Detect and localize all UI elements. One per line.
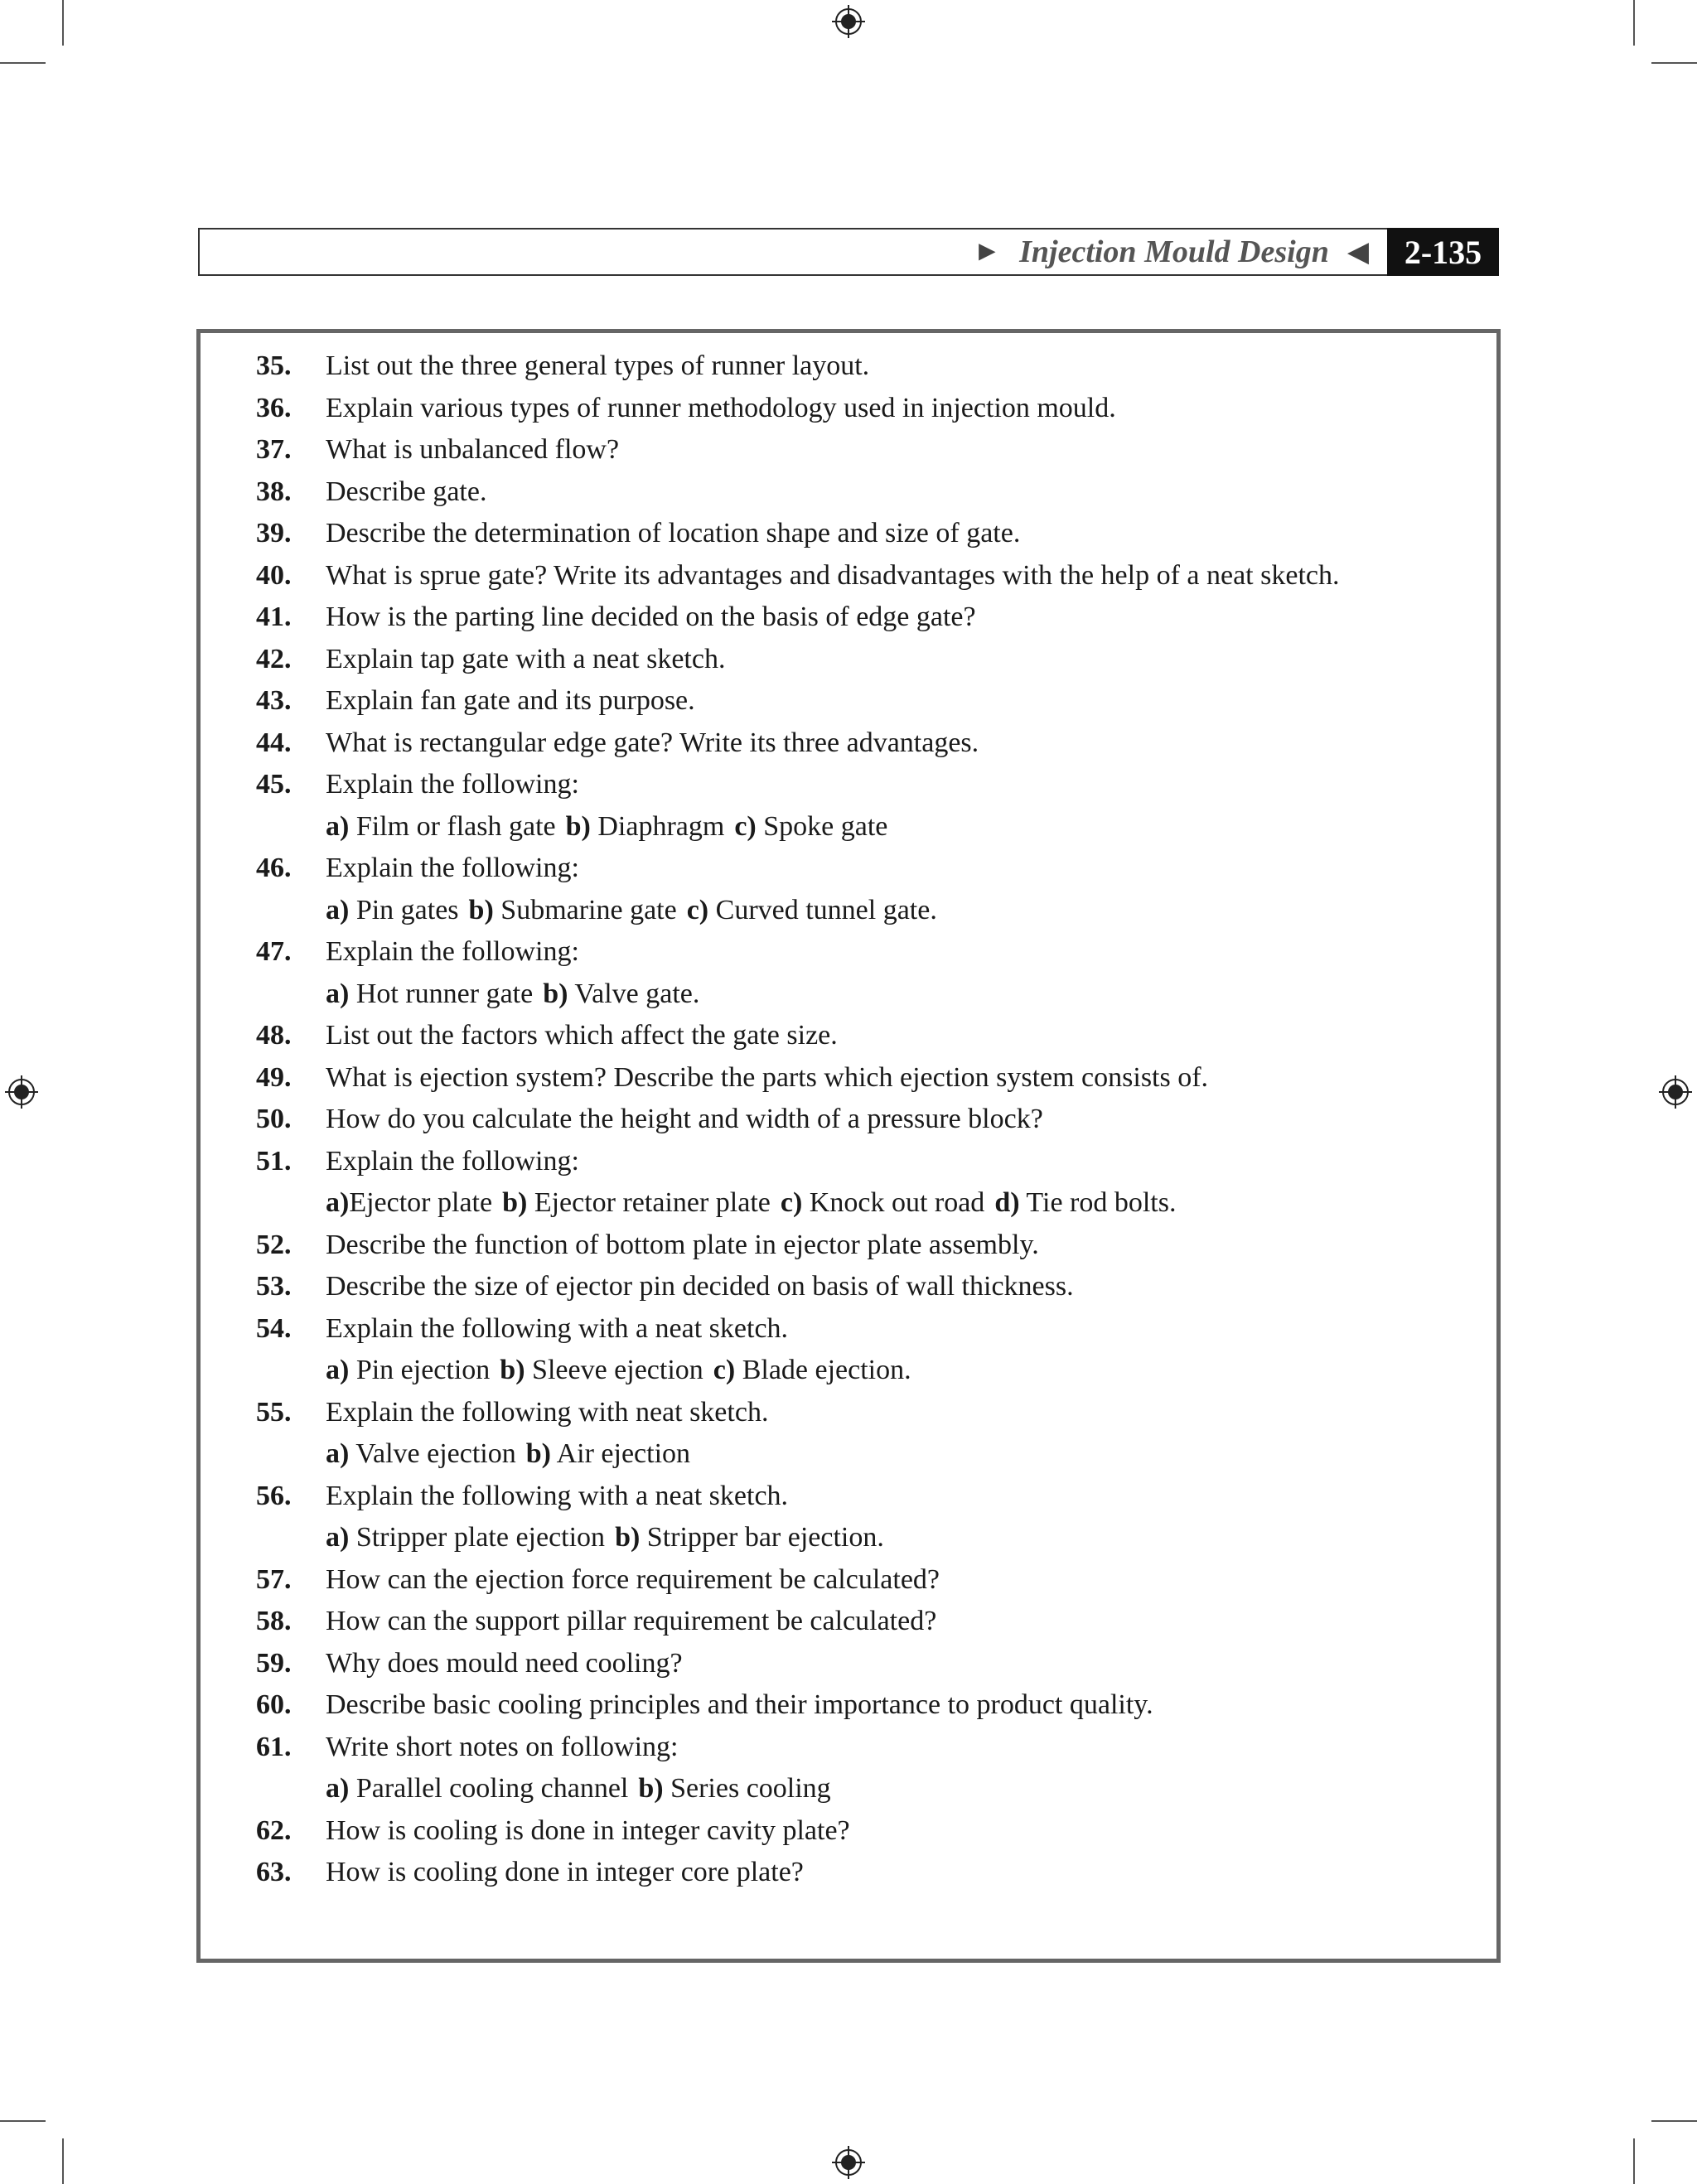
sub-question-label: a): [326, 1355, 350, 1385]
question-text: Explain tap gate with a neat sketch.: [326, 643, 726, 674]
sub-question-label: b): [525, 1438, 551, 1469]
question-number: 58.: [256, 1606, 292, 1636]
sub-question-label: c): [686, 894, 709, 925]
question-item: [256, 1647, 1448, 1680]
sub-question-line: [256, 810, 1448, 843]
question-text: Why does mould need cooling?: [326, 1647, 683, 1679]
question-item: [256, 559, 1448, 592]
sub-question-text: Blade ejection.: [735, 1355, 911, 1385]
question-number: 41.: [256, 602, 292, 632]
question-item: [256, 852, 1448, 885]
sub-question-label: c): [734, 810, 757, 842]
question-number: 42.: [256, 643, 292, 674]
crop-mark: [62, 0, 64, 46]
header-title-group: [973, 230, 1369, 274]
question-number: 43.: [256, 685, 292, 716]
right-triangle-icon: ►: [973, 236, 1002, 267]
question-text: Explain the following:: [326, 1145, 579, 1177]
question-text: Explain fan gate and its purpose.: [326, 685, 695, 716]
sub-question-label: a): [326, 1438, 350, 1469]
question-text: Explain the following with neat sketch.: [326, 1396, 769, 1428]
crop-mark: [1651, 2120, 1697, 2122]
sub-question-text: Spoke gate: [756, 810, 888, 842]
question-text: How can the ejection force requirement be calculated?: [326, 1563, 940, 1595]
crop-mark: [1633, 2138, 1635, 2184]
question-text: How is cooling is done in integer cavity plate?: [326, 1814, 850, 1846]
sub-question-line: [256, 978, 1448, 1011]
crop-mark: [0, 62, 46, 64]
question-number: 54.: [256, 1312, 292, 1344]
question-text: Explain the following with a neat sketch.: [326, 1480, 789, 1511]
question-number: 51.: [256, 1145, 292, 1177]
question-number: 46.: [256, 853, 292, 883]
question-number: 63.: [256, 1857, 292, 1887]
question-item: [256, 1563, 1448, 1597]
sub-question-text: Knock out road: [802, 1187, 985, 1218]
sub-question-label: a): [326, 810, 350, 842]
question-text: Write short notes on following:: [326, 1731, 679, 1762]
sub-question-text: Air ejection: [550, 1438, 691, 1469]
question-text: Describe gate.: [326, 476, 487, 507]
question-item: [256, 1312, 1448, 1346]
question-item: [256, 517, 1448, 550]
question-text: Explain various types of runner methodology used in injection mould.: [326, 392, 1116, 423]
sub-question-line: [256, 1354, 1448, 1387]
question-item: [256, 1396, 1448, 1429]
sub-question-label: b): [468, 894, 494, 925]
question-number: 37.: [256, 434, 292, 465]
sub-question-label: b): [500, 1355, 525, 1385]
question-number: 52.: [256, 1229, 292, 1260]
registration-mark-icon: [832, 2146, 865, 2179]
question-item: [256, 643, 1448, 676]
sub-question-text: Sleeve ejection: [525, 1355, 703, 1385]
sub-question-text: Hot runner gate: [349, 978, 534, 1009]
question-item: [256, 768, 1448, 801]
question-item: [256, 476, 1448, 509]
sub-question-text: Ejector retainer plate: [527, 1187, 771, 1218]
sub-question-text: Pin ejection: [349, 1355, 491, 1385]
question-number: 60.: [256, 1689, 292, 1720]
registration-mark-icon: [1659, 1075, 1692, 1109]
sub-question-text: Stripper bar ejection.: [640, 1522, 884, 1553]
sub-question-label: a): [326, 1187, 350, 1218]
page-number: 2-135: [1387, 228, 1499, 276]
question-text: Describe basic cooling principles and their importance to product quality.: [326, 1689, 1153, 1720]
question-item: [256, 1689, 1448, 1722]
question-item: [256, 1145, 1448, 1178]
sub-question-line: [256, 894, 1448, 927]
sub-question-text: Diaphragm: [590, 810, 725, 842]
question-item: [256, 601, 1448, 634]
sub-question-label: a): [326, 894, 350, 925]
crop-mark: [1651, 62, 1697, 64]
question-item: [256, 684, 1448, 718]
question-item: [256, 1731, 1448, 1764]
question-item: [256, 1019, 1448, 1052]
question-number: 56.: [256, 1480, 292, 1511]
crop-mark: [1633, 0, 1635, 46]
question-item: [256, 1103, 1448, 1136]
sub-question-label: c): [713, 1355, 736, 1385]
sub-question-label: b): [543, 978, 568, 1009]
question-item: [256, 1605, 1448, 1638]
question-text: Describe the determination of location shape and size of gate.: [326, 518, 1021, 548]
question-number: 59.: [256, 1647, 292, 1679]
sub-question-text: Series cooling: [663, 1773, 831, 1804]
sub-question-text: Valve gate.: [568, 978, 700, 1009]
question-number: 39.: [256, 518, 292, 548]
question-number: 45.: [256, 769, 292, 800]
question-text: How is the parting line decided on the basis of edge gate?: [326, 602, 976, 632]
sub-question-label: b): [565, 810, 591, 842]
question-text: Explain the following with a neat sketch.: [326, 1312, 789, 1344]
question-text: What is sprue gate? Write its advantages and disadvantages with the help of a neat sketch.: [326, 559, 1340, 591]
question-text: Explain the following:: [326, 936, 579, 967]
question-box: [196, 329, 1501, 1963]
sub-question-label: a): [326, 1522, 350, 1553]
sub-question-text: Curved tunnel gate.: [708, 894, 937, 925]
registration-mark-icon: [832, 5, 865, 38]
sub-question-label: a): [326, 1773, 350, 1804]
question-item: [256, 433, 1448, 466]
question-number: 55.: [256, 1396, 292, 1428]
question-item: [256, 1229, 1448, 1262]
sub-question-line: [256, 1772, 1448, 1805]
sub-question-label: a): [326, 978, 350, 1009]
question-text: Explain the following:: [326, 853, 579, 883]
question-number: 35.: [256, 350, 292, 381]
question-item: [256, 1814, 1448, 1848]
question-text: Describe the function of bottom plate in ejector plate assembly.: [326, 1229, 1039, 1260]
sub-question-label: b): [615, 1522, 641, 1553]
sub-question-line: [256, 1437, 1448, 1471]
running-header: [198, 228, 1499, 276]
question-number: 57.: [256, 1563, 292, 1595]
sub-question-text: Tie rod bolts.: [1019, 1187, 1177, 1218]
question-text: What is unbalanced flow?: [326, 434, 620, 465]
question-item: [256, 1061, 1448, 1094]
question-item: [256, 392, 1448, 425]
left-triangle-icon: ◀: [1346, 237, 1369, 268]
question-item: [256, 935, 1448, 969]
question-number: 44.: [256, 727, 292, 758]
sub-question-text: Film or flash gate: [349, 810, 556, 842]
question-number: 47.: [256, 936, 292, 967]
question-text: What is rectangular edge gate? Write its three advantages.: [326, 727, 979, 758]
question-list: [256, 350, 1448, 1898]
question-text: How can the support pillar requirement be calculated?: [326, 1606, 937, 1636]
question-text: Explain the following:: [326, 769, 579, 800]
registration-mark-icon: [5, 1075, 38, 1109]
question-number: 36.: [256, 392, 292, 423]
sub-question-label: b): [638, 1773, 664, 1804]
question-number: 61.: [256, 1731, 292, 1762]
sub-question-label: b): [502, 1187, 528, 1218]
question-item: [256, 1270, 1448, 1303]
sub-question-line: [256, 1521, 1448, 1554]
question-number: 62.: [256, 1814, 292, 1846]
sub-question-text: Valve ejection: [349, 1438, 516, 1469]
question-text: List out the three general types of runner layout.: [326, 350, 870, 381]
sub-question-label: d): [994, 1187, 1020, 1218]
sub-question-text: Submarine gate: [493, 894, 677, 925]
crop-mark: [62, 2138, 64, 2184]
question-text: How do you calculate the height and width of a pressure block?: [326, 1104, 1043, 1134]
question-number: 48.: [256, 1020, 292, 1051]
question-text: What is ejection system? Describe the parts which ejection system consists of.: [326, 1061, 1209, 1093]
sub-question-line: [256, 1186, 1448, 1220]
question-number: 49.: [256, 1061, 292, 1093]
question-text: List out the factors which affect the gate size.: [326, 1020, 838, 1051]
question-text: How is cooling done in integer core plate?: [326, 1857, 804, 1887]
sub-question-label: c): [780, 1187, 803, 1218]
question-text: Describe the size of ejector pin decided on basis of wall thickness.: [326, 1271, 1074, 1302]
question-item: [256, 1480, 1448, 1513]
question-item: [256, 727, 1448, 760]
question-number: 40.: [256, 559, 292, 591]
question-item: [256, 1856, 1448, 1889]
question-number: 38.: [256, 476, 292, 507]
question-number: 53.: [256, 1271, 292, 1302]
question-number: 50.: [256, 1104, 292, 1134]
sub-question-text: Parallel cooling channel: [349, 1773, 629, 1804]
question-item: [256, 350, 1448, 383]
sub-question-text: Pin gates: [349, 894, 459, 925]
sub-question-text: Ejector plate: [349, 1187, 493, 1218]
crop-mark: [0, 2120, 46, 2122]
sub-question-text: Stripper plate ejection: [349, 1522, 606, 1553]
header-title: Injection Mould Design: [1019, 234, 1329, 269]
